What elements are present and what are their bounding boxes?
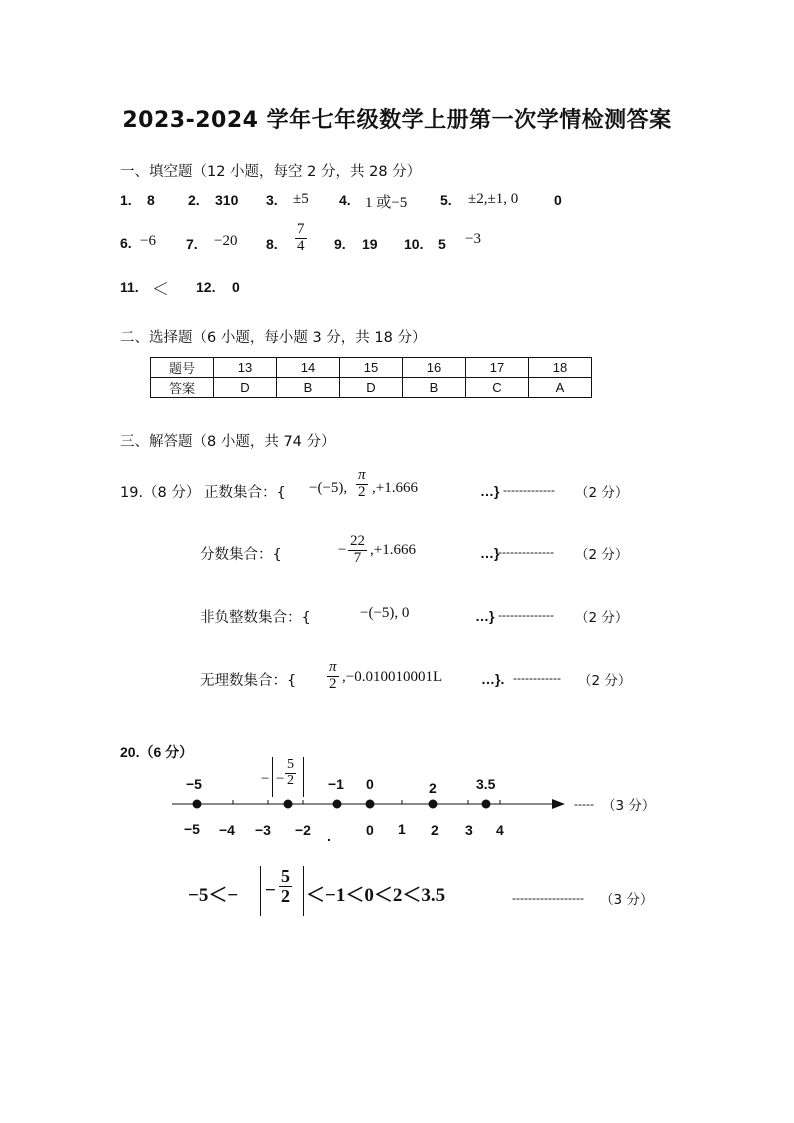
inequality-score-dashes: ------------------ <box>512 891 584 905</box>
point-marker <box>284 800 293 809</box>
tick-label: −3 <box>255 822 271 838</box>
abs-denominator: 2 <box>287 772 294 788</box>
tick-label: 1 <box>398 821 406 837</box>
tick-label: 0 <box>366 822 374 838</box>
positive-set-minus: −(−5), <box>309 480 348 496</box>
inequality-inner-minus: − <box>265 880 276 901</box>
q9-number: 9. <box>334 236 346 252</box>
number-line <box>160 790 580 820</box>
q8-number: 8. <box>266 236 278 252</box>
table-cell: C <box>466 378 529 398</box>
tick-label: 3 <box>465 822 473 838</box>
fraction-set-minus: − <box>338 542 347 558</box>
q7-number: 7. <box>186 236 198 252</box>
q6-answer: −6 <box>140 233 156 249</box>
point-label: 0 <box>366 776 374 792</box>
irrational-set-rest: ,−0.010010001L <box>342 669 443 685</box>
point-label: −1 <box>328 776 344 792</box>
arrow-head-icon <box>552 799 565 809</box>
q8-numerator: 7 <box>297 221 305 237</box>
q2-answer: 310 <box>215 192 239 208</box>
line-score-dashes: ----- <box>574 797 594 811</box>
pi-denominator: 2 <box>358 483 366 500</box>
q10-answer-1: 5 <box>438 236 446 252</box>
section2-header: 二、选择题（6 小题，每小题 3 分，共 18 分） <box>120 330 427 346</box>
answer-table <box>150 357 592 398</box>
q19-label: 19.（8 分） <box>120 485 201 501</box>
q5-answer-1: ±2,±1, 0 <box>468 191 519 207</box>
point-marker <box>193 800 202 809</box>
table-cell: D <box>214 378 277 398</box>
abs-label-fraction <box>285 758 296 788</box>
point-marker <box>333 800 342 809</box>
irrational-set-pi-fraction <box>327 660 339 693</box>
q3-number: 3. <box>266 192 278 208</box>
table-cell: A <box>529 378 592 398</box>
table-row-header: 答案 <box>151 378 214 398</box>
fraction-set-label: 分数集合：{ <box>200 547 282 563</box>
q10-number: 10. <box>404 236 424 252</box>
fraction-numerator: 22 <box>350 533 365 549</box>
fraction-set-dashes: -------------- <box>498 545 554 559</box>
fraction-set-rest: ,+1.666 <box>370 542 416 558</box>
nonneg-int-set-label: 非负整数集合：{ <box>200 610 311 626</box>
fraction-denominator: 7 <box>353 549 362 566</box>
nonneg-int-set-score: （2 分） <box>575 610 629 626</box>
q4-number: 4. <box>339 192 351 208</box>
q8-denominator: 4 <box>297 237 305 254</box>
nonneg-int-set-dashes: -------------- <box>498 608 554 622</box>
q20-label: 20.（6 分） <box>120 744 194 760</box>
irrational-set-dashes: ------------ <box>513 671 561 685</box>
q11-answer: ＜ <box>152 280 169 299</box>
section1-header: 一、填空题（12 小题，每空 2 分，共 28 分） <box>120 164 422 180</box>
pi-numerator: π <box>358 467 366 483</box>
abs-numerator: 5 <box>287 757 294 772</box>
line-score: （3 分） <box>602 798 656 814</box>
inequality-numerator: 5 <box>281 866 290 886</box>
tick-label: 4 <box>496 822 504 838</box>
q6-number: 6. <box>120 235 132 251</box>
irrational-set-label: 无理数集合：{ <box>200 673 297 689</box>
abs-label-prefix: − <box>261 771 270 787</box>
q5-answer-2: 0 <box>554 192 562 208</box>
table-cell: B <box>277 378 340 398</box>
tick-label: −2 <box>295 822 311 838</box>
q3-answer: ±5 <box>293 191 309 207</box>
positive-set-pi-fraction <box>356 468 368 501</box>
table-cell: 15 <box>340 358 403 378</box>
q7-answer: −20 <box>214 233 238 249</box>
fraction-set-fraction <box>348 534 367 567</box>
point-label: −5 <box>186 776 202 792</box>
fraction-set-close: …} <box>480 545 500 561</box>
table-cell: 13 <box>214 358 277 378</box>
q10-answer-2: −3 <box>465 231 481 247</box>
point-marker <box>366 800 375 809</box>
table-row <box>151 358 592 378</box>
point-label: 3.5 <box>476 776 496 792</box>
fraction-set-score: （2 分） <box>575 547 629 563</box>
irrational-set-close: …}. <box>481 671 505 687</box>
inequality-fraction <box>279 867 292 906</box>
tick-label: −5 <box>184 821 200 837</box>
table-cell: 18 <box>529 358 592 378</box>
table-row-header: 题号 <box>151 358 214 378</box>
section3-header: 三、解答题（8 小题，共 74 分） <box>120 434 336 450</box>
inequality-part2: ＜−1＜0＜2＜3.5 <box>306 885 446 906</box>
tick-label: −4 <box>219 822 235 838</box>
inequality-denominator: 2 <box>281 885 290 906</box>
q1-answer: 8 <box>147 192 155 208</box>
irrational-set-score: （2 分） <box>578 673 632 689</box>
table-cell: 16 <box>403 358 466 378</box>
tick-label: 2 <box>431 822 439 838</box>
positive-set-score: （2 分） <box>575 485 629 501</box>
table-cell: D <box>340 378 403 398</box>
q2-number: 2. <box>188 192 200 208</box>
q8-answer-fraction <box>295 222 307 255</box>
nonneg-int-set-values: −(−5), 0 <box>360 605 410 621</box>
inequality-score: （3 分） <box>600 892 654 908</box>
table-cell: 14 <box>277 358 340 378</box>
point-label: 2 <box>429 780 437 796</box>
q5-number: 5. <box>440 192 452 208</box>
positive-set-rest: ,+1.666 <box>372 480 418 496</box>
table-cell: B <box>403 378 466 398</box>
inequality-part1: −5＜− <box>188 885 239 906</box>
nonneg-int-set-close: …} <box>475 608 495 624</box>
pi-denominator: 2 <box>329 675 337 692</box>
q12-number: 12. <box>196 279 216 295</box>
point-marker <box>429 800 438 809</box>
table-row <box>151 378 592 398</box>
table-cell: 17 <box>466 358 529 378</box>
tick-extra-mark: . <box>327 828 331 844</box>
point-marker <box>482 800 491 809</box>
q11-number: 11. <box>120 279 139 295</box>
q4-answer: 1 或−5 <box>365 195 408 211</box>
abs-label-inner-minus: − <box>276 771 285 787</box>
pi-numerator: π <box>329 659 337 675</box>
positive-set-label: 正数集合：{ <box>204 485 286 501</box>
page-title: 2023-2024 学年七年级数学上册第一次学情检测答案 <box>122 108 672 133</box>
q1-number: 1. <box>120 192 132 208</box>
q9-answer: 19 <box>362 236 378 252</box>
positive-set-close: …} <box>480 483 500 499</box>
q12-answer: 0 <box>232 279 240 295</box>
positive-set-dashes: ------------- <box>503 483 555 497</box>
